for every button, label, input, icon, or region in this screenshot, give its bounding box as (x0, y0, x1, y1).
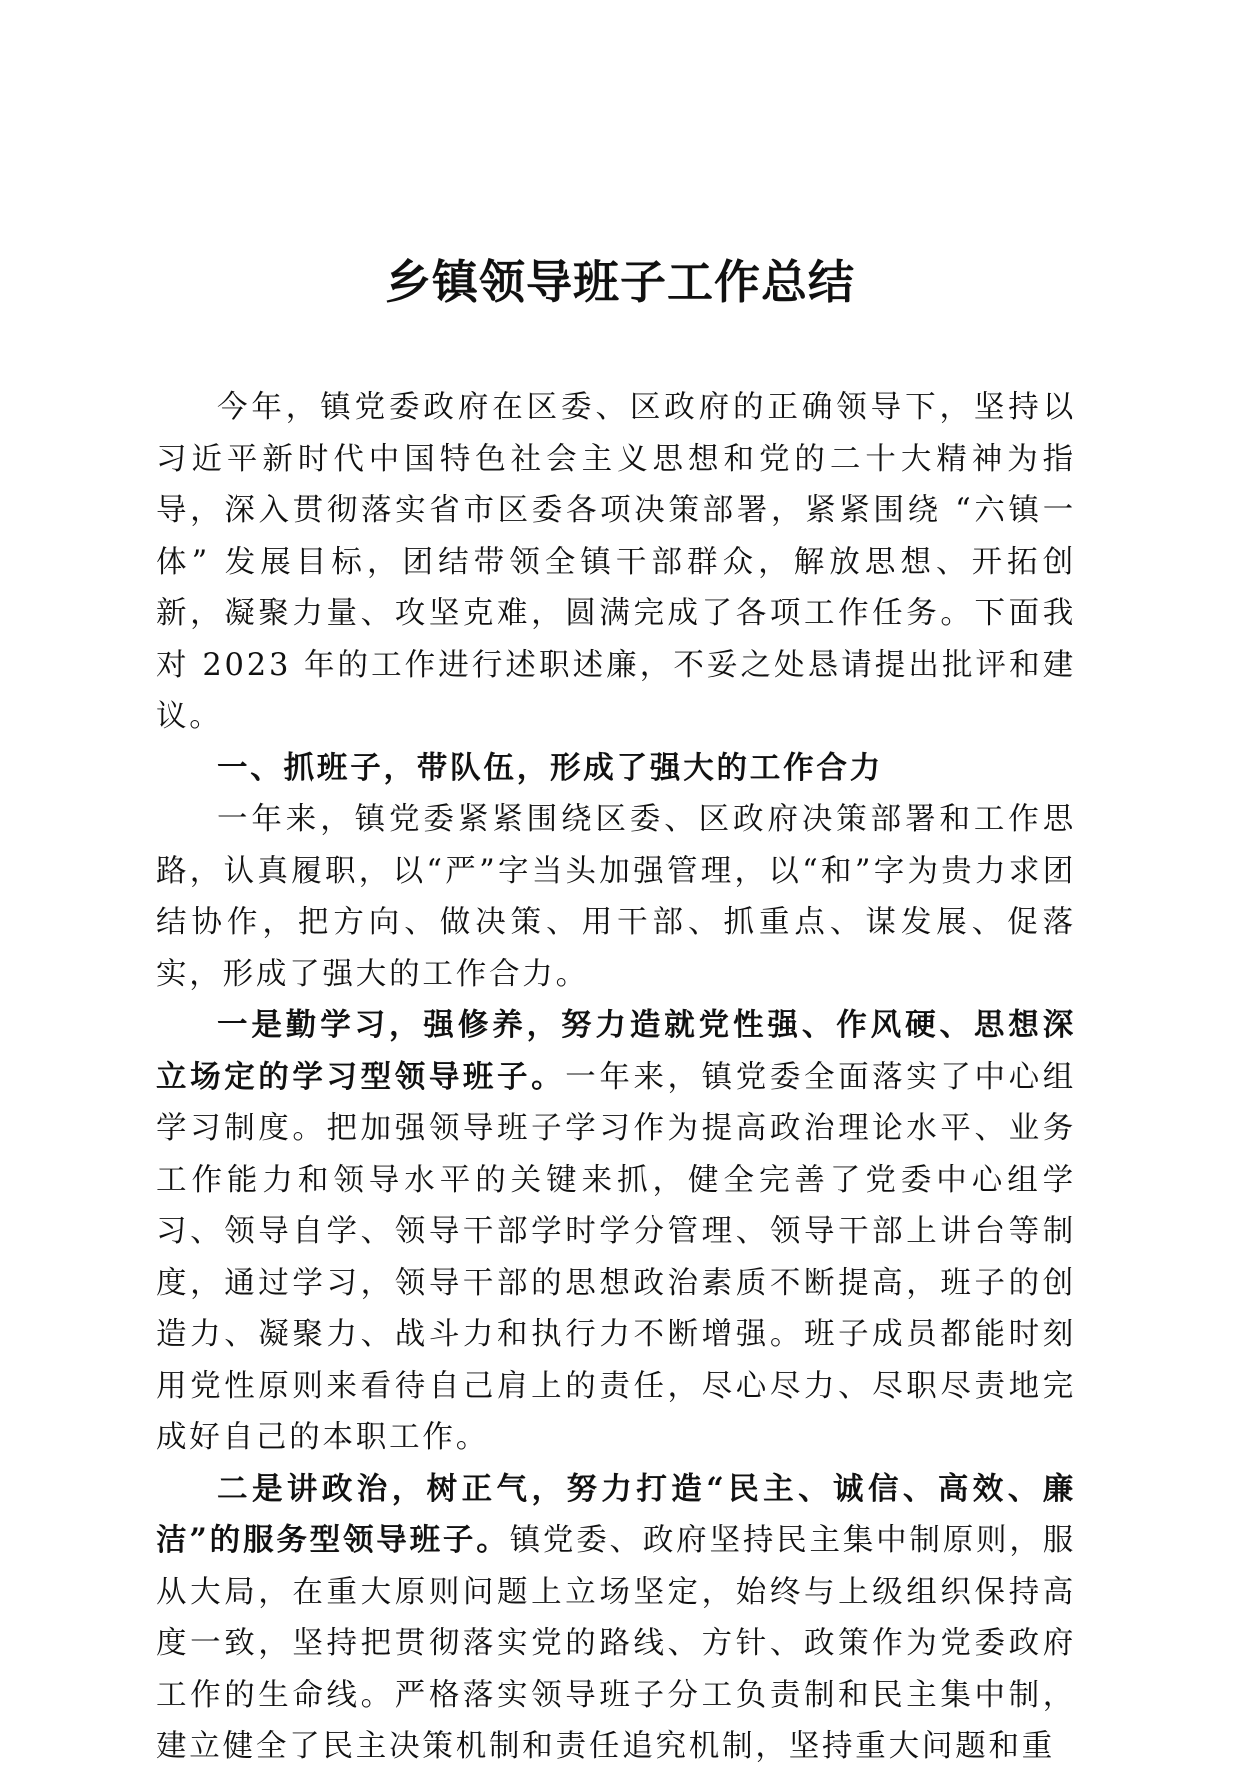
point-text-1: 一年来，镇党委全面落实了中心组学习制度。把加强领导班子学习作为提高政治理论水平、业务工作能力和领导水平的关键来抓，健全完善了党委中心组学习、领导自学、领导干部学时学分管理、领导干部上讲台等制度，通过学习，领导干部的思想政治素质不断提高，班子的创造力、凝聚力、战斗力和执行力不断增强。班子成员都能时刻用党性原则来看待自己肩上的责任，尽心尽力、尽职尽责地完成好自己的本职工作。 (156, 1059, 1076, 1455)
point-paragraph-2 (156, 1464, 1076, 1773)
document-title: 乡镇领导班子工作总结 (385, 255, 855, 309)
point-lead-2: 二是讲政治，树正气，努力打造“民主、诚信、高效、廉洁”的服务型领导班子。 (156, 1470, 1076, 1558)
point-paragraph-1 (156, 1000, 1076, 1464)
point-text-2: 镇党委、政府坚持民主集中制原则，服从大局，在重大原则问题上立场坚定，始终与上级组织保持高度一致，坚持把贯彻落实党的路线、方针、政策作为党委政府工作的生命线。严格落实领导班子分工负责制和民主集中制，建立健全了民主决策机制和责任追究机制，坚持重大问题和重 (156, 1523, 1077, 1764)
section-heading: 一、抓班子，带队伍，形成了强大的工作合力 (217, 750, 883, 786)
point-lead-1: 一是勤学习，强修养，努力造就党性强、作风硬、思想深立场定的学习型领导班子。 (156, 1007, 1076, 1095)
section-summary-paragraph: 一年来，镇党委紧紧围绕区委、区政府决策部署和工作思路，认真履职，以“严”字当头加强管理，以“和”字为贵力求团结协作，把方向、做决策、用干部、抓重点、谋发展、促落实，形成了强大的工作合力。 (156, 802, 1076, 992)
intro-paragraph: 今年，镇党委政府在区委、区政府的正确领导下，坚持以习近平新时代中国特色社会主义思想和党的二十大精神为指导，深入贯彻落实省市区委各项决策部署，紧紧围绕 “六镇一体” 发展目标，团结带领全镇干部群众，解放思想、开拓创新，凝聚力量、攻坚克难，圆满完成了各项工作任务。下面我对 2023 年的工作进行述职述廉，不妥之处恳请提出批评和建议。 (156, 390, 1076, 734)
document-body (156, 382, 1076, 1773)
